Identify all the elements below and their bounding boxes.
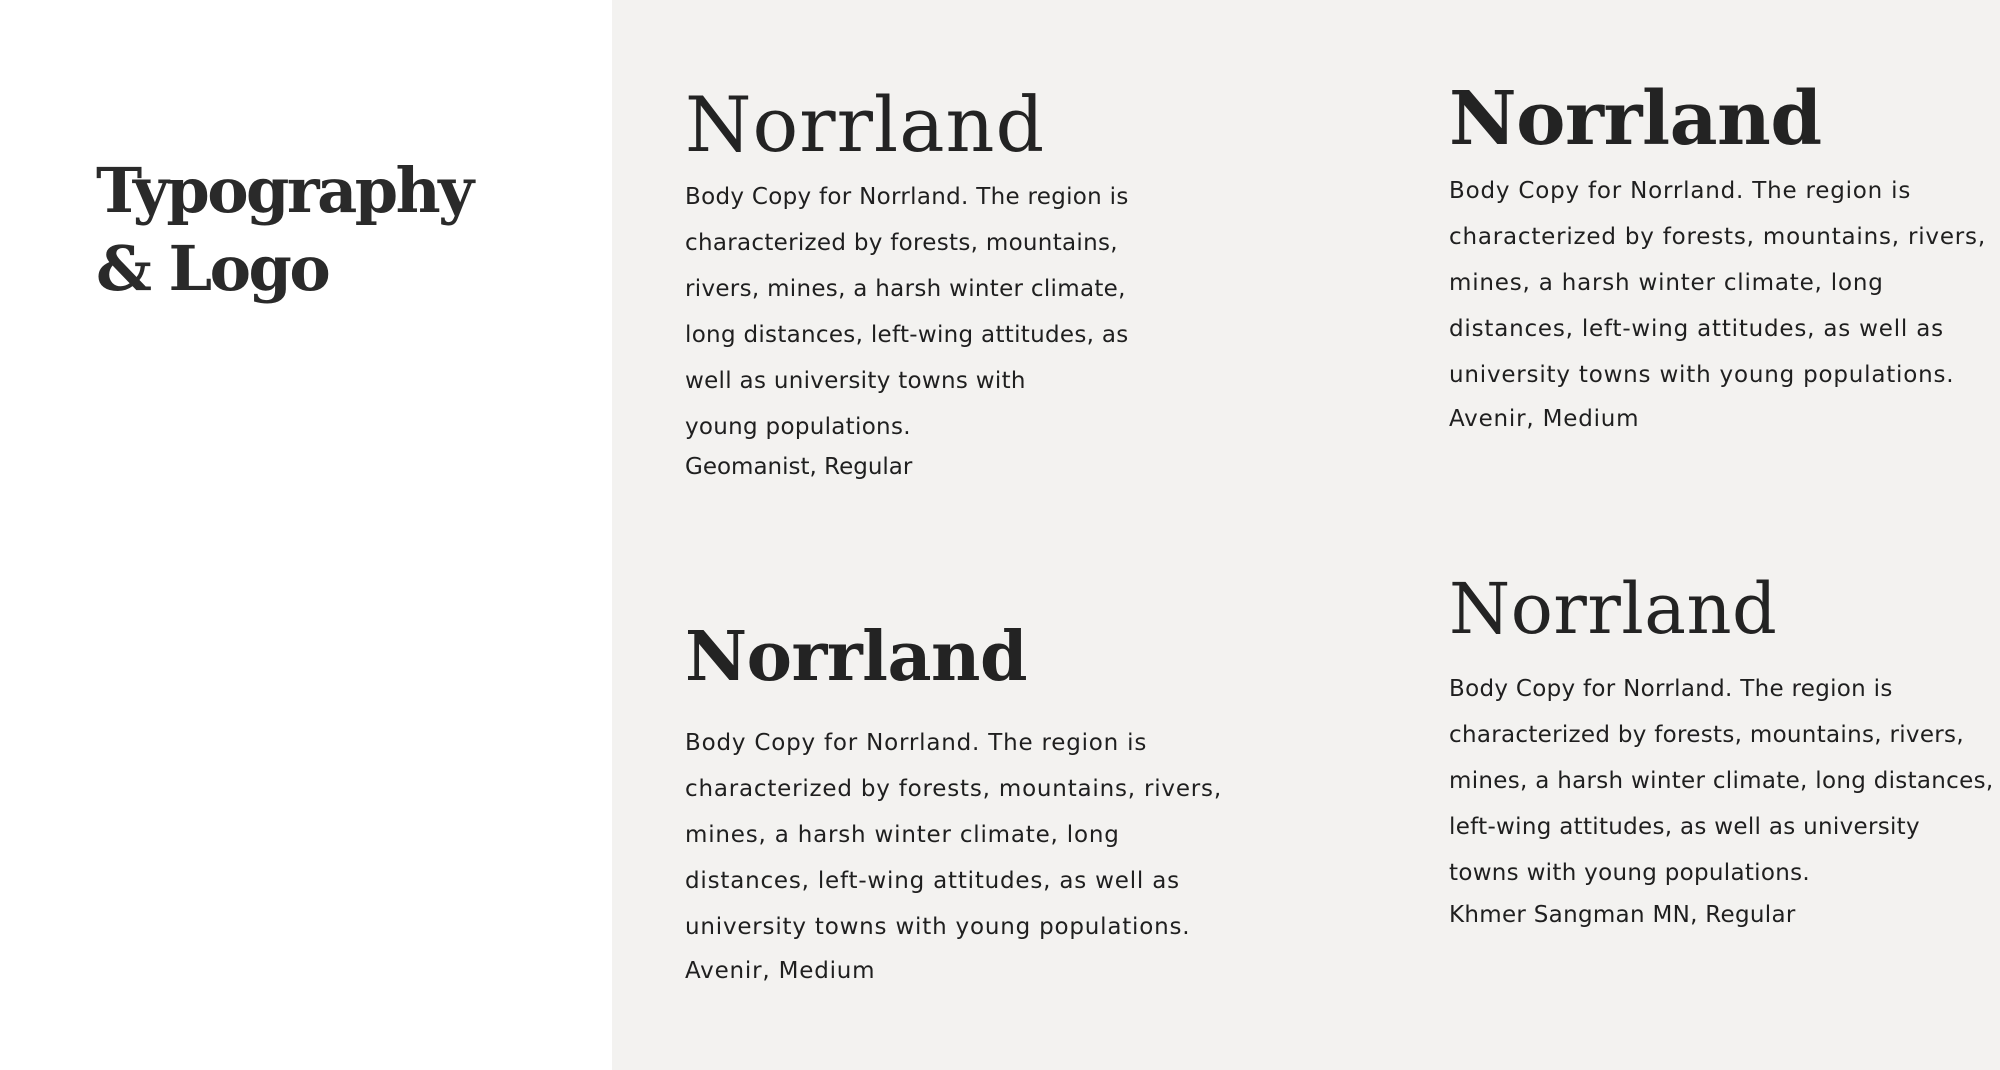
- left-panel: [0, 0, 612, 1070]
- specimen-heading: Norrland: [1449, 76, 1822, 162]
- body-line: characterized by forests, mountains, rivers,: [1449, 722, 1964, 748]
- body-line: mines, a harsh winter climate, long: [1449, 270, 1884, 296]
- body-line: Body Copy for Norrland. The region is: [1449, 178, 1912, 204]
- specimen-geomanist-regular: [685, 80, 1129, 480]
- body-line: characterized by forests, mountains, rivers,: [685, 776, 1222, 802]
- body-line: Body Copy for Norrland. The region is: [1449, 676, 1893, 702]
- body-line: well as university towns with: [685, 368, 1026, 394]
- specimen-body-copy: [1449, 666, 1993, 896]
- specimen-khmer-sangman-regular: [1449, 564, 1993, 928]
- body-line: characterized by forests, mountains,: [685, 230, 1118, 256]
- specimen-avenir-medium-top: [1449, 74, 1986, 432]
- specimen-body-copy: [1449, 168, 1986, 398]
- body-line: distances, left-wing attitudes, as well as: [1449, 316, 1944, 342]
- page-title-line-1: Typography: [96, 154, 472, 227]
- body-line: distances, left-wing attitudes, as well as: [685, 868, 1180, 894]
- specimen-avenir-medium-bottom: [685, 612, 1222, 984]
- specimen-font-label: Avenir, Medium: [1449, 406, 1640, 432]
- specimen-heading: Norrland: [685, 80, 1046, 169]
- body-line: Body Copy for Norrland. The region is: [685, 184, 1129, 210]
- body-line: mines, a harsh winter climate, long distances,: [1449, 768, 1994, 794]
- body-line: young populations.: [685, 414, 911, 440]
- body-line: Body Copy for Norrland. The region is: [685, 730, 1148, 756]
- specimen-heading: Norrland: [1449, 568, 1778, 650]
- specimen-body-copy: [685, 174, 1129, 450]
- body-line: mines, a harsh winter climate, long: [685, 822, 1120, 848]
- specimen-font-label: Khmer Sangman MN, Regular: [1449, 902, 1796, 928]
- body-line: towns with young populations.: [1449, 860, 1811, 886]
- body-line: university towns with young populations.: [685, 914, 1191, 940]
- body-line: left-wing attitudes, as well as university: [1449, 814, 1920, 840]
- specimen-body-copy: [685, 720, 1222, 950]
- body-line: long distances, left-wing attitudes, as: [685, 322, 1129, 348]
- specimen-heading: Norrland: [685, 617, 1028, 697]
- body-line: characterized by forests, mountains, rivers,: [1449, 224, 1986, 250]
- body-line: rivers, mines, a harsh winter climate,: [685, 276, 1126, 302]
- specimen-font-label: Geomanist, Regular: [685, 454, 913, 480]
- page-title: [96, 152, 472, 308]
- page-title-line-2: & Logo: [96, 232, 329, 305]
- body-line: university towns with young populations.: [1449, 362, 1955, 388]
- specimen-font-label: Avenir, Medium: [685, 958, 876, 984]
